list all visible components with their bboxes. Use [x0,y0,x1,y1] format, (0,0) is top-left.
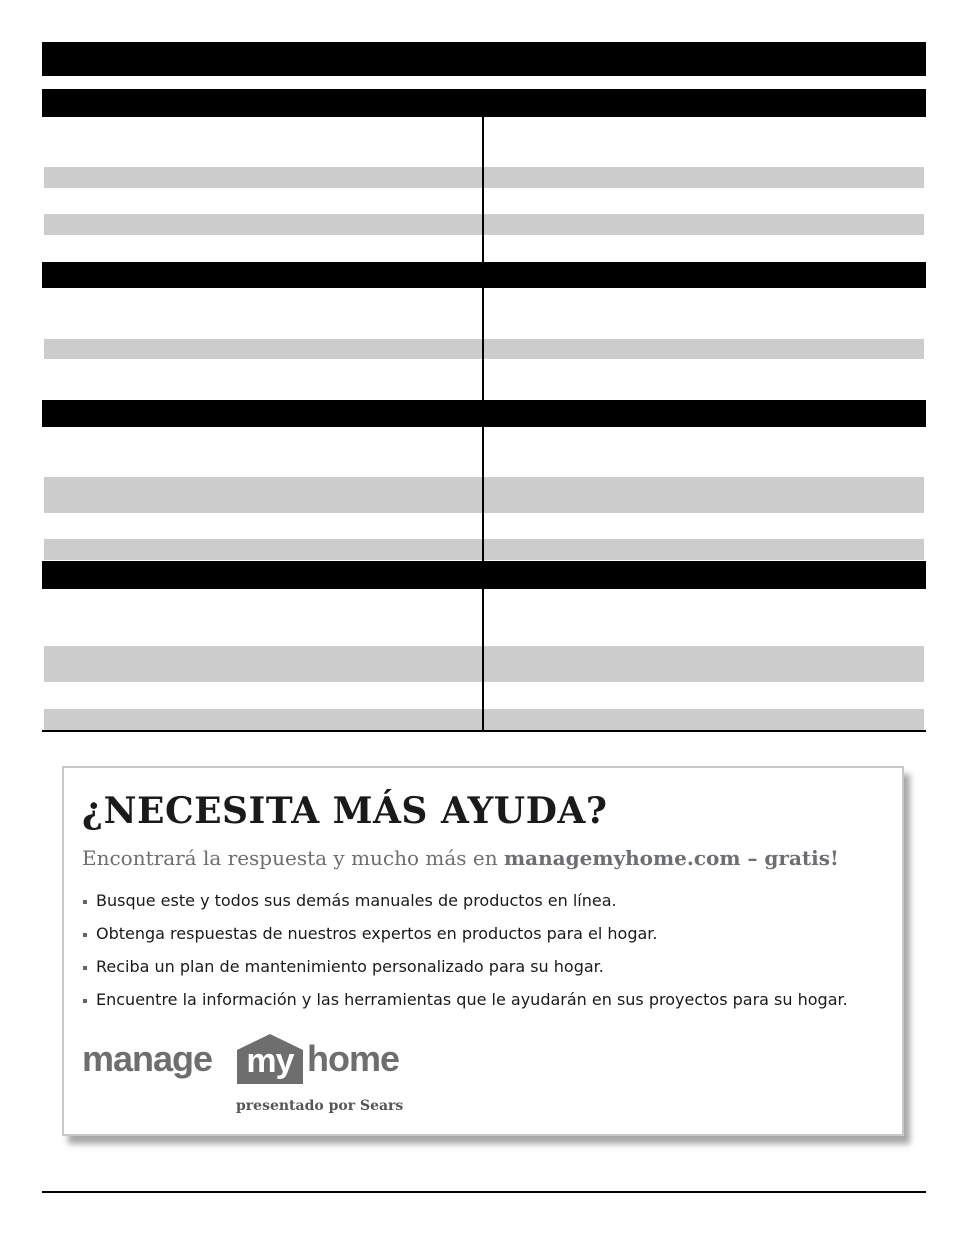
managemyhome-logo [82,1036,422,1088]
logo-tagline: presentado por Sears [236,1098,404,1114]
help-box [62,766,904,1136]
list-item [82,890,848,923]
bullet-icon [83,900,87,904]
section-4-header-bar [42,561,926,589]
section-3-column-divider [482,427,484,561]
section-3-row-band [44,477,924,513]
section-3-row-band [44,539,924,560]
section-2-column-divider [482,288,484,400]
section-2-header-bar [42,262,926,288]
section-4-row-band [44,709,924,730]
help-title: ¿NECESITA MÁS AYUDA? [82,790,608,832]
section-4-column-divider [482,589,484,731]
help-subtitle [82,846,839,870]
logo-word-manage: manage [82,1038,213,1079]
bullet-icon [83,999,87,1003]
list-item [82,923,848,956]
bullet-text: Reciba un plan de mantenimiento personalizado para su hogar. [96,957,604,976]
list-item [82,989,848,1022]
bullet-text: Obtenga respuestas de nuestros expertos en productos para el hogar. [96,924,658,943]
help-bullet-list [82,890,848,1022]
list-item [82,956,848,989]
help-subtitle-link[interactable]: managemyhome.com – gratis! [503,846,839,870]
section-1-column-divider [482,117,484,262]
page-footer-rule [42,1191,926,1193]
logo-word-home: home [307,1038,400,1079]
page-header-bar [42,42,926,76]
bullet-text: Busque este y todos sus demás manuales de productos en línea. [96,891,617,910]
section-1-row-band [44,167,924,188]
bullet-icon [83,966,87,970]
table-bottom-rule [42,730,926,732]
help-subtitle-lead: Encontrará la respuesta y mucho más en [82,846,504,870]
section-4-row-band [44,646,924,682]
section-1-header-bar [42,89,926,117]
bullet-text: Encuentre la información y las herramientas que le ayudarán en sus proyectos para su hogar. [96,990,848,1009]
section-2-row-band [44,339,924,359]
bullet-icon [83,933,87,937]
section-1-row-band [44,214,924,235]
logo-word-my: my [246,1042,294,1080]
section-3-header-bar [42,400,926,427]
